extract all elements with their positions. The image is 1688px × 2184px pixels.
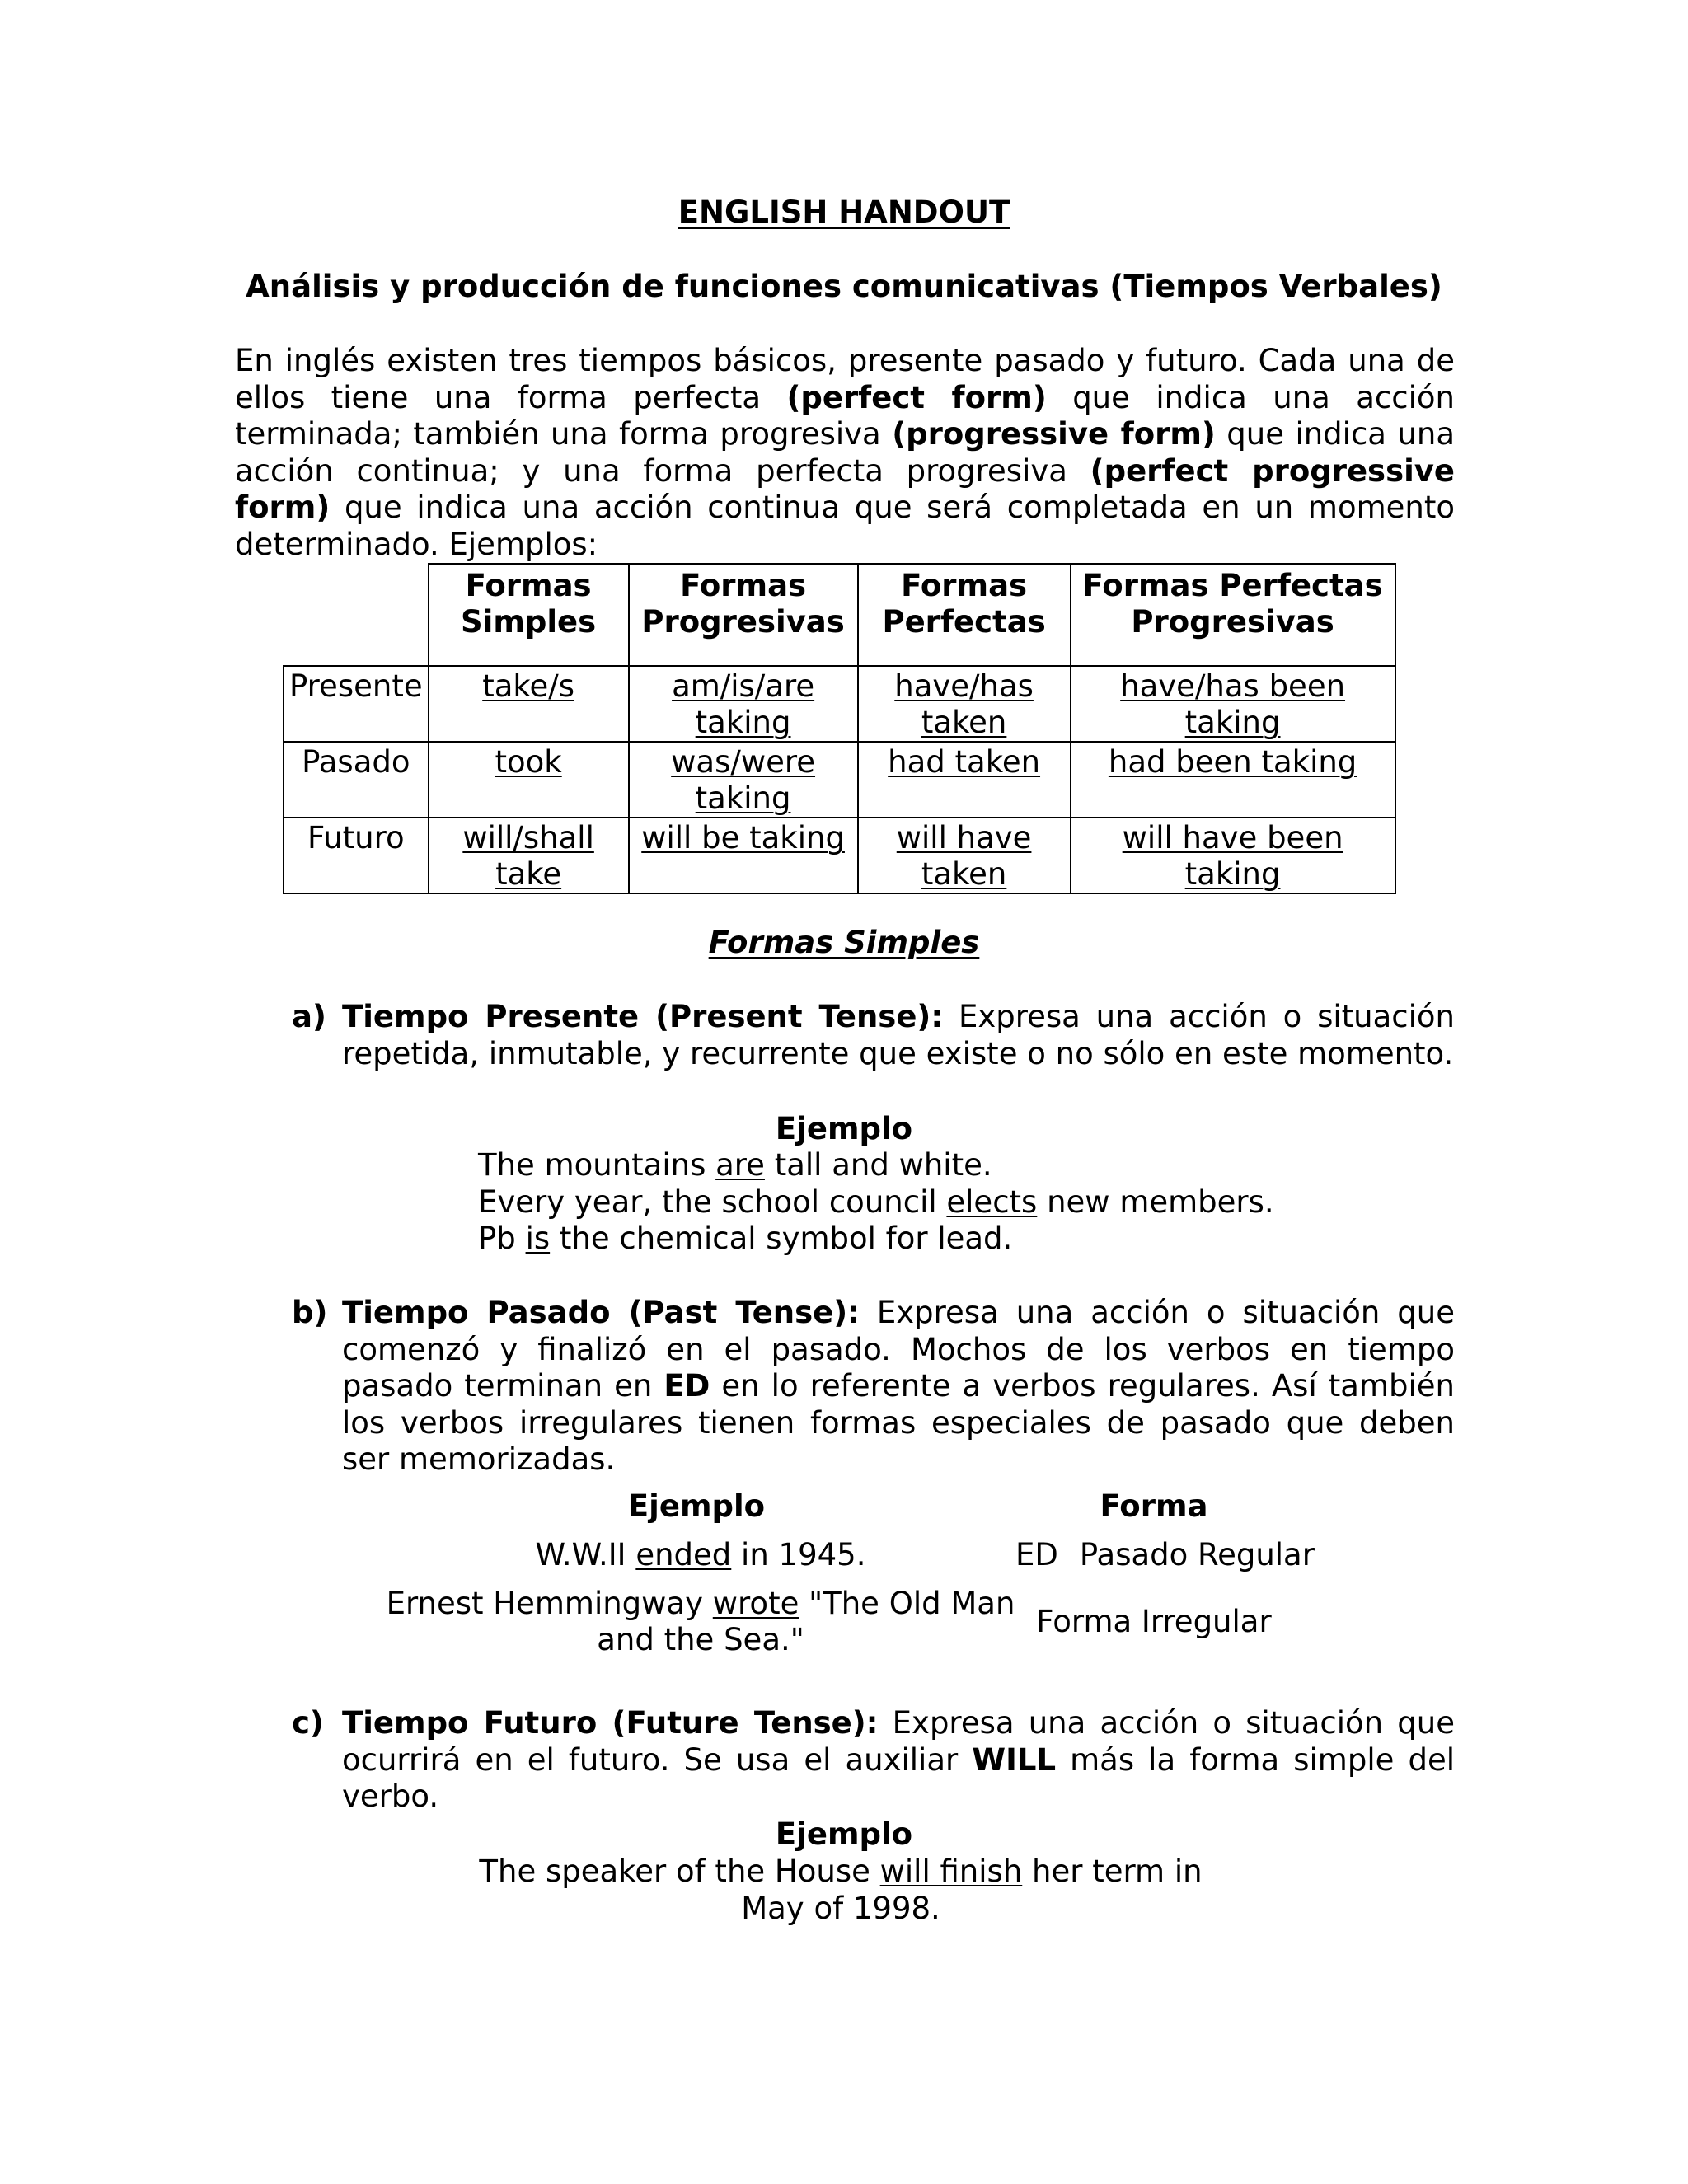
past-example-1 <box>375 1537 1026 1572</box>
example-text: her term in May of 1998. <box>741 1854 1203 1926</box>
table-row <box>284 818 1395 893</box>
past-form-1 <box>1015 1537 1315 1572</box>
intro-paragraph <box>235 343 1455 563</box>
header-formas-perfectas: Formas Perfectas <box>858 564 1071 666</box>
item-c-bold-will: WILL <box>972 1741 1057 1778</box>
item-c-text-1: Expresa una acción o situación que ocurrirá en el futuro. Se usa el auxiliar <box>342 1705 1455 1778</box>
item-c-text-2: más la forma simple del verbo. <box>342 1741 1455 1814</box>
tenses-table-corner <box>284 564 429 666</box>
row-label-presente: Presente <box>284 666 429 742</box>
table-cell <box>1071 666 1395 742</box>
table-cell <box>429 818 629 893</box>
past-column-example-header: Ejemplo <box>627 1488 766 1524</box>
past-form-2: Forma Irregular <box>1036 1604 1272 1639</box>
intro-bold-progressive-form: (progressive form) <box>892 416 1216 452</box>
example-text: "The Old Man and the Sea." <box>597 1586 1015 1657</box>
item-b-text-2: en lo referente a verbos regulares. Así también los verbos irregulares tienen formas especiales de pasado que deben ser memorizadas. <box>342 1368 1455 1477</box>
example-text: in 1945. <box>731 1537 866 1572</box>
item-a-paragraph <box>342 999 1455 1072</box>
tenses-table <box>283 563 1396 894</box>
example-verb: ended <box>635 1537 732 1572</box>
intro-text-2: que indica una acción terminada; también una forma progresiva <box>235 379 1455 452</box>
table-cell <box>858 666 1071 742</box>
form-suffix: ED <box>1015 1537 1058 1572</box>
verb-form: have/has been taking <box>1120 668 1346 740</box>
example-text: The speaker of the House <box>479 1854 880 1889</box>
intro-text-3: que indica una acción continua; y una forma perfecta progresiva <box>235 416 1455 489</box>
item-b-paragraph <box>342 1295 1455 1479</box>
verb-form: had been taking <box>1108 744 1357 780</box>
example-line <box>478 1221 1274 1258</box>
example-text: Every year, the school council <box>478 1183 947 1220</box>
verb-form: had taken <box>888 744 1041 780</box>
section-title: Formas Simples <box>708 925 980 960</box>
header-formas-progresivas: Formas Progresivas <box>629 564 858 666</box>
item-c-letter: c) <box>292 1705 324 1741</box>
verb-form: took <box>495 744 562 780</box>
intro-text-1: En inglés existen tres tiempos básicos, presente pasado y futuro. Cada una de ellos tiene una forma perfecta <box>235 343 1455 415</box>
example-verb: will finish <box>879 1854 1023 1889</box>
verb-form: will/shall take <box>462 820 594 892</box>
item-a-example-label: Ejemplo <box>775 1111 913 1146</box>
item-b-text-1: Expresa una acción o situación que comenzó y finalizó en el pasado. Mochos de los verbos en tiempo pasado terminan en <box>342 1295 1455 1404</box>
item-a-letter: a) <box>292 999 326 1034</box>
table-cell <box>1071 818 1395 893</box>
item-b-letter: b) <box>292 1295 328 1330</box>
document-title: ENGLISH HANDOUT <box>678 194 1010 230</box>
example-verb: wrote <box>712 1586 799 1621</box>
header-formas-perfectas-progresivas: Formas Perfectas Progresivas <box>1071 564 1395 666</box>
example-line <box>478 1184 1274 1221</box>
table-cell <box>429 742 629 818</box>
table-cell <box>629 818 858 893</box>
example-text: Ernest Hemmingway <box>386 1586 713 1621</box>
intro-bold-perfect-progressive-form: (perfect progressive form) <box>235 452 1456 525</box>
table-row <box>284 742 1395 818</box>
past-example-2 <box>375 1586 1026 1658</box>
item-c-example <box>462 1854 1220 1927</box>
verb-form: am/is/are taking <box>672 668 815 740</box>
table-cell <box>429 666 629 742</box>
table-cell <box>858 742 1071 818</box>
past-column-form-header: Forma <box>1100 1488 1208 1524</box>
verb-form: have/has taken <box>894 668 1034 740</box>
intro-text-4: que indica una acción continua que será completada en un momento determinado. Ejemplos: <box>235 490 1455 562</box>
table-cell <box>629 666 858 742</box>
table-cell <box>858 818 1071 893</box>
example-text: new members. <box>1037 1183 1274 1220</box>
document-subtitle: Análisis y producción de funciones comunicativas (Tiempos Verbales) <box>246 269 1442 304</box>
item-c-heading: Tiempo Futuro (Future Tense): <box>342 1705 879 1741</box>
item-a-heading: Tiempo Presente (Present Tense): <box>342 999 944 1034</box>
table-row <box>284 666 1395 742</box>
row-label-pasado: Pasado <box>284 742 429 818</box>
item-c-paragraph <box>342 1705 1455 1816</box>
verb-form: will be taking <box>641 820 845 855</box>
example-verb: are <box>715 1147 765 1183</box>
example-text: the chemical symbol for lead. <box>550 1221 1013 1256</box>
header-formas-simples: Formas Simples <box>429 564 629 666</box>
form-label: Pasado Regular <box>1079 1537 1315 1572</box>
item-a-examples <box>478 1147 1274 1258</box>
example-text: W.W.II <box>535 1537 636 1572</box>
verb-form: was/were taking <box>671 744 816 816</box>
example-verb: is <box>525 1221 551 1256</box>
item-a-text: Expresa una acción o situación repetida, inmutable, y recurrente que existe o no sólo en este momento. <box>342 999 1455 1071</box>
tenses-table-header-row <box>284 564 1395 666</box>
example-text: Pb <box>478 1221 526 1256</box>
item-b-heading: Tiempo Pasado (Past Tense): <box>342 1295 860 1330</box>
intro-bold-perfect-form: (perfect form) <box>786 379 1047 415</box>
example-verb: elects <box>946 1183 1038 1220</box>
row-label-futuro: Futuro <box>284 818 429 893</box>
item-b-bold-ed: ED <box>663 1368 710 1404</box>
verb-form: take/s <box>482 668 574 704</box>
verb-form: will have taken <box>896 820 1032 892</box>
example-text: tall and white. <box>764 1147 992 1183</box>
table-cell <box>629 742 858 818</box>
example-text: The mountains <box>478 1147 716 1183</box>
verb-form: will have been taking <box>1122 820 1343 892</box>
example-line <box>478 1147 1274 1184</box>
table-cell <box>1071 742 1395 818</box>
item-c-example-label: Ejemplo <box>775 1816 913 1852</box>
